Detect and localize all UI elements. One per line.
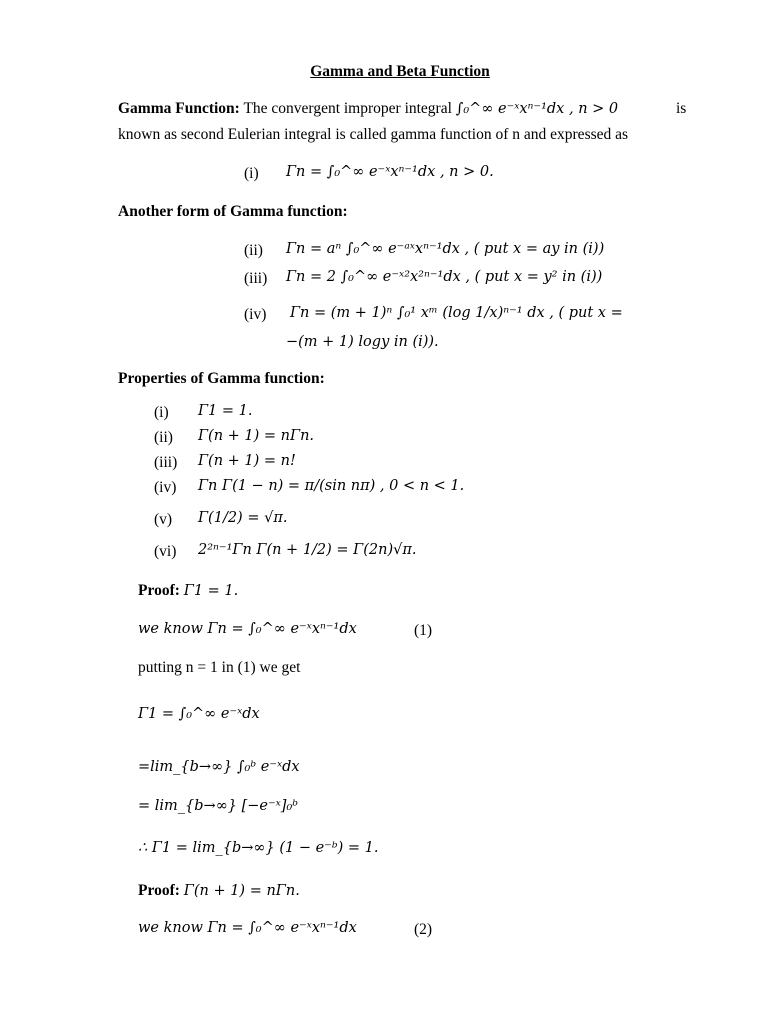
proof2-heading: Proof: [138, 882, 180, 899]
proof1-step4: ∴ Γ1 = lim_{b→∞} (1 − e⁻ᵇ) = 1. [138, 840, 379, 856]
property-label-v: (v) [154, 511, 173, 528]
proof2-equation-number: (2) [414, 921, 433, 938]
gamma-definition-line2: known as second Eulerian integral is called gamma function of n and expressed as [118, 126, 629, 143]
property-label-iii: (iii) [154, 454, 178, 471]
properties-heading: Properties of Gamma function: [118, 370, 325, 387]
another-form-label-iii: (iii) [244, 270, 268, 287]
proof1-we-know: we know Γn = ∫₀^∞ e⁻ˣxⁿ⁻¹dx [138, 621, 357, 637]
another-form-equation-ii: Γn = aⁿ ∫₀^∞ e⁻ᵃˣxⁿ⁻¹dx , ( put x = ay in (i)) [286, 241, 605, 257]
proof2-statement: Γ(n + 1) = nΓn. [183, 883, 300, 899]
property-iv: Γn Γ(1 − n) = π/(sin nπ) , 0 < n < 1. [198, 478, 465, 494]
another-form-equation-iv: Γn = (m + 1)ⁿ ∫₀¹ xᵐ (log 1/x)ⁿ⁻¹ dx , ( put x = [290, 305, 623, 321]
proof1-statement: Γ1 = 1. [183, 583, 239, 599]
another-form-equation-iii: Γn = 2 ∫₀^∞ e⁻ˣ²x²ⁿ⁻¹dx , ( put x = y² in (i)) [286, 269, 603, 285]
proof1-step3: = lim_{b→∞} [−e⁻ˣ]₀ᵇ [138, 798, 299, 814]
gamma-function-heading: Gamma Function: [118, 100, 240, 117]
proof1-equation-number: (1) [414, 622, 433, 639]
gamma-definition-integral: ∫₀^∞ e⁻ˣxⁿ⁻¹dx , n > 0 [455, 101, 619, 117]
proof2-heading-line [138, 882, 300, 901]
proof1-heading: Proof: [138, 582, 180, 599]
property-i: Γ1 = 1. [198, 403, 253, 419]
property-label-ii: (ii) [154, 429, 173, 446]
another-form-label-iv: (iv) [244, 306, 267, 323]
document-title: Gamma and Beta Function [310, 63, 490, 80]
gamma-definition-line1 [118, 100, 618, 119]
gamma-definition-is: is [676, 100, 687, 117]
property-label-iv: (iv) [154, 479, 177, 496]
property-label-vi: (vi) [154, 543, 177, 560]
equation-i-label: (i) [244, 165, 259, 182]
another-form-heading: Another form of Gamma function: [118, 203, 348, 220]
proof1-putting: putting n = 1 in (1) we get [138, 659, 301, 676]
gamma-definition-text: The convergent improper integral [243, 100, 452, 117]
equation-i: Γn = ∫₀^∞ e⁻ˣxⁿ⁻¹dx , n > 0. [286, 164, 494, 180]
another-form-equation-iv-continued: −(m + 1) logy in (i)). [286, 334, 439, 350]
proof1-step2: =lim_{b→∞} ∫₀ᵇ e⁻ˣdx [138, 759, 300, 775]
property-label-i: (i) [154, 404, 169, 421]
property-vi: 2²ⁿ⁻¹Γn Γ(n + 1/2) = Γ(2n)√π. [198, 542, 417, 558]
another-form-label-ii: (ii) [244, 242, 263, 259]
property-ii: Γ(n + 1) = nΓn. [198, 428, 315, 444]
property-iii: Γ(n + 1) = n! [198, 453, 296, 469]
proof2-we-know: we know Γn = ∫₀^∞ e⁻ˣxⁿ⁻¹dx [138, 920, 357, 936]
proof1-step1: Γ1 = ∫₀^∞ e⁻ˣdx [138, 706, 260, 722]
proof1-heading-line [138, 582, 238, 601]
property-v: Γ(1/2) = √π. [198, 510, 288, 526]
